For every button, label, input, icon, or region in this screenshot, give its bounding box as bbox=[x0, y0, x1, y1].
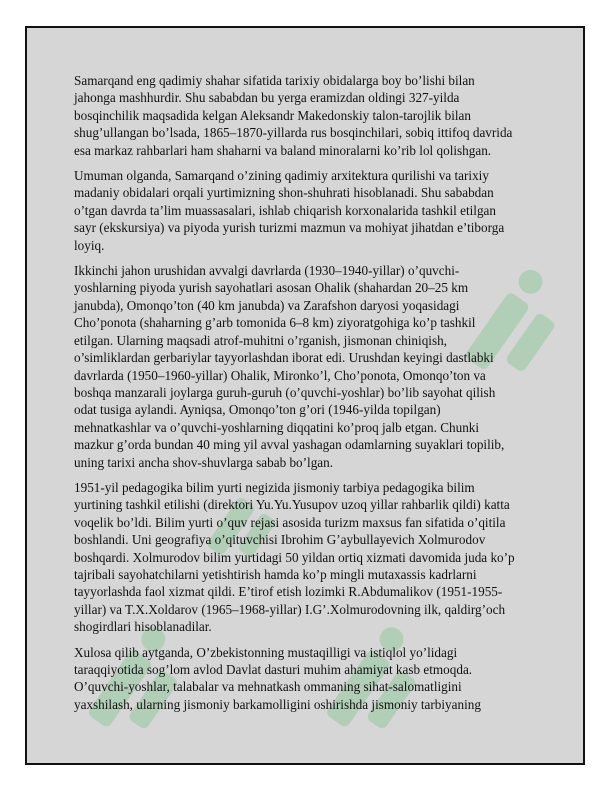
text-line: yillar) va T.X.Xoldarov (1965–1968-yillar) I.G’.Xolmurodovning ilk, qaldirg’och bbox=[74, 601, 506, 617]
paragraph bbox=[74, 479, 549, 636]
text-line: odat tusiga aylandi. Ayniqsa, Omonqo’ton g’ori (1946-yilda topilgan) bbox=[74, 402, 441, 418]
text-line: shug’ullangan bo’lsada, 1865–1870-yillarda rus bosqinchilari, sobiq ittifoq davrida bbox=[74, 125, 513, 141]
text-line: bosqinchilik maqsadida kelgan Aleksandr Makedonskiy talon-tarojlik bilan bbox=[74, 107, 472, 123]
text-line: Ikkinchi jahon urushidan avvalgi davrlarda (1930–1940-yillar) o’quvchi- bbox=[74, 263, 460, 279]
paragraph bbox=[74, 644, 549, 714]
text-line: Umuman olganda, Samarqand o’zining qadimiy arxitektura qurilishi va tarixiy bbox=[74, 168, 489, 184]
text-line: yaxshilash, ularning jismoniy barkamolligini oshirishda jismoniy tarbiyaning bbox=[74, 696, 481, 712]
document-body bbox=[74, 72, 549, 721]
text-line: jahonga mashhurdir. Shu sababdan bu yerga eramizdan oldingi 327-yilda bbox=[74, 90, 460, 106]
text-line: uning tarixi ancha shov-shuvlarga sabab bo’lgan. bbox=[74, 454, 334, 470]
text-line: Samarqand eng qadimiy shahar sifatida tarixiy obidalarga boy bo’lishi bilan bbox=[74, 73, 475, 88]
text-line: o’tgan davrda ta’lim muassasalari, ishlab chiqarish korxonalarida tashkil etilgan bbox=[74, 202, 496, 218]
text-line: voqelik bo’ldi. Bilim yurti o’quv rejasi asosida turizm maxsus fan sifatida o’qitila bbox=[74, 514, 506, 530]
text-line: tajribali sayohatchilarni yetishtirish hamda ko’p mingli mutaxassis kadrlarni bbox=[74, 566, 477, 582]
text-line: shogirdlari hisoblanadilar. bbox=[74, 619, 212, 635]
paragraph bbox=[74, 72, 549, 159]
text-line: yurtining tashkil etilishi (direktori Yu.Yu.Yusupov uzoq yillar rahbarlik qildi) katta bbox=[74, 497, 510, 513]
text-line: Xulosa qilib aytganda, O’zbekistonning mustaqilligi va istiqlol yo’lidagi bbox=[74, 644, 458, 660]
text-line: tayyorlashda faol xizmat qildi. E’tirof etish lozimki R.Abdumalikov (1951-1955- bbox=[74, 584, 503, 600]
text-line: taraqqiyotida sog’lom avlod Davlat dasturi muhim ahamiyat kasb etmoqda. bbox=[74, 662, 473, 677]
paragraph bbox=[74, 167, 549, 254]
text-line: boshqardi. Xolmurodov bilim yurtidagi 50 yildan ortiq xizmati davomida juda ko’p bbox=[74, 549, 515, 565]
text-line: mehnatkashlar va o’quvchi-yoshlarning diqqatini ko’proq jalb etgan. Chunki bbox=[74, 419, 480, 435]
text-line: janubda), Omonqo’ton (40 km janubda) va Zarafshon daryosi yoqasidagi bbox=[74, 297, 460, 313]
text-line: davrlarda (1950–1960-yillar) Ohalik, Mironko’l, Cho’ponota, Omonqo’ton va bbox=[74, 367, 486, 383]
paragraph bbox=[74, 262, 549, 471]
text-line: o’simliklardan gerbariylar tayyorlashdan iborat edi. Urushdan keyingi dastlabki bbox=[74, 350, 494, 366]
text-line: yoshlarning piyoda yurish sayohatlari asosan Ohalik (shahardan 20–25 km bbox=[74, 280, 469, 296]
text-line: 1951-yil pedagogika bilim yurti negizida jismoniy tarbiya pedagogika bilim bbox=[74, 479, 475, 495]
document-page bbox=[25, 26, 585, 765]
text-line: boshqa manzarali joylarga guruh-guruh (o’quvchi-yoshlar) bo’lib sayohat qilish bbox=[74, 384, 496, 400]
text-line: etilgan. Ularning maqsadi atrof-muhitni o’rganish, jismonan chiniqish, bbox=[74, 332, 447, 348]
text-line: madaniy obidalari orqali yurtimizning shon-shuhrati hisoblanadi. Shu sababdan bbox=[74, 185, 494, 201]
text-line: O’quvchi-yoshlar, talabalar va mehnatkash ommaning sihat-salomatligini bbox=[74, 679, 462, 695]
text-line: Cho’ponota (shaharning g’arb tomonida 6–8 km) ziyoratgohiga ko’p tashkil bbox=[74, 315, 476, 331]
text-line: mazkur g’orda bundan 40 ming yil avval yashagan odamlarning suyaklari topilib, bbox=[74, 437, 505, 453]
text-line: boshlandi. Uni geografiya o’qituvchisi Ibrohim G’aybullayevich Xolmurodov bbox=[74, 532, 486, 548]
text-line: loyiq. bbox=[74, 237, 105, 253]
text-line: sayr (ekskursiya) va piyoda yurish turizmi mazmun va mohiyat jihatdan e’tiborga bbox=[74, 220, 505, 236]
text-line: esa markaz rahbarlari ham shaharni va baland minoralarni ko’rib lol qolishgan. bbox=[74, 142, 492, 158]
